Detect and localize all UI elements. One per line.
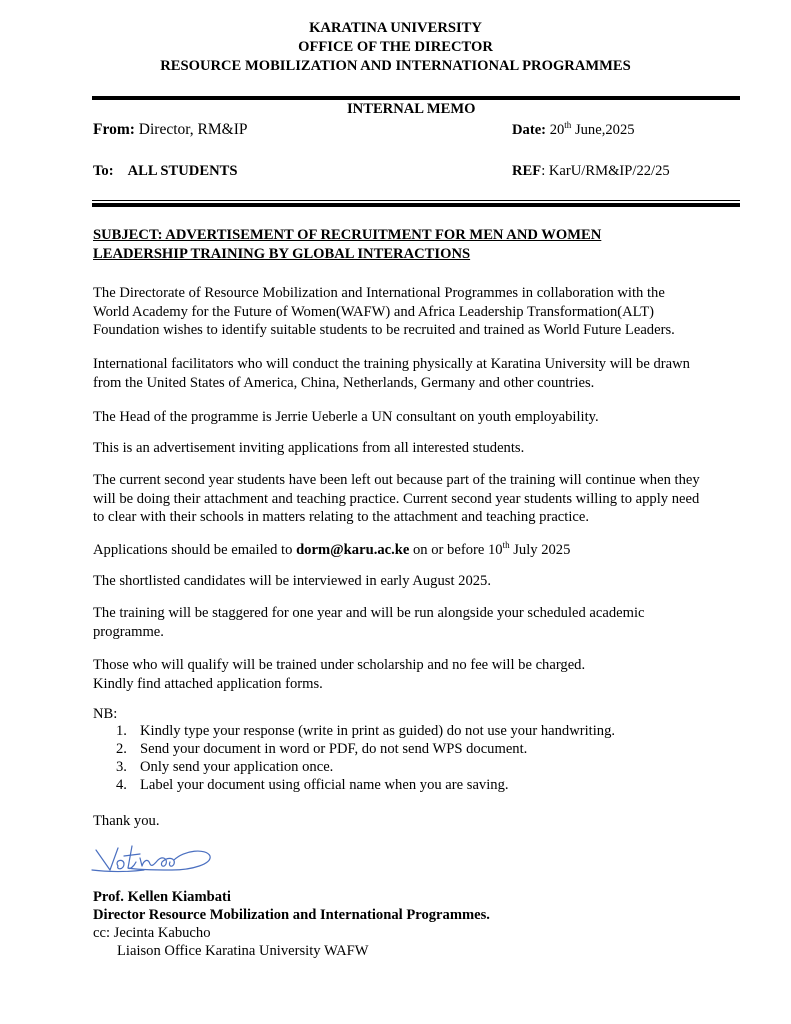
signatory-title: Director Resource Mobilization and International Programmes.: [93, 907, 490, 923]
paragraph-4: This is an advertisement inviting applications from all interested students.: [93, 440, 525, 456]
paragraph-2: [93, 355, 753, 392]
paragraph-8-line-1: The training will be staggered for one year and will be run alongside your scheduled academic: [93, 605, 645, 621]
paragraph-8-line-2: programme.: [93, 623, 164, 640]
nb-item-number: 4.: [116, 777, 127, 793]
office-name: OFFICE OF THE DIRECTOR: [298, 39, 493, 55]
paragraph-9: [93, 656, 753, 693]
paragraph-6-mid: on or before 10: [409, 542, 503, 558]
nb-item: [116, 722, 615, 740]
nb-item-text: Kindly type your response (write in print as guided) do not use your handwriting.: [140, 723, 616, 739]
nb-item-text: Only send your application once.: [140, 759, 334, 775]
paragraph-6: [93, 541, 753, 560]
cc-office: Liaison Office Karatina University WAFW: [117, 943, 369, 959]
memo-to: [93, 163, 237, 180]
nb-item: [116, 758, 333, 776]
thank-you: Thank you.: [93, 813, 160, 829]
paragraph-6-post: July 2025: [509, 542, 571, 558]
ref-value: : KarU/RM&IP/22/25: [541, 163, 670, 179]
memo-ref: [512, 163, 670, 180]
date-sup: th: [564, 120, 572, 131]
nb-label: NB:: [93, 706, 118, 722]
header-rule-bottom: [92, 203, 740, 207]
paragraph-5-line-1: The current second year students have been left out because part of the training will continue when they: [93, 472, 700, 488]
date-day: 20: [546, 122, 565, 138]
paragraph-5-line-2: will be doing their attachment and teaching practice. Current second year students willing to apply need: [93, 490, 700, 507]
signatory-name: Prof. Kellen Kiambati: [93, 889, 231, 905]
university-name: KARATINA UNIVERSITY: [309, 20, 482, 36]
nb-item: [116, 740, 527, 758]
subject-line-1: SUBJECT: ADVERTISEMENT OF RECRUITMENT FOR MEN AND WOMEN: [93, 227, 602, 243]
nb-item-number: 2.: [116, 741, 127, 757]
application-email: dorm@karu.ac.ke: [296, 542, 410, 558]
to-value: ALL STUDENTS: [127, 163, 238, 179]
nb-item-text: Send your document in word or PDF, do not send WPS document.: [140, 741, 528, 757]
paragraph-5-line-3: to clear with their schools in matters relating to the attachment and teaching practice.: [93, 509, 590, 526]
nb-item-text: Label your document using official name when you are saving.: [140, 777, 509, 793]
cc-line: cc: Jecinta Kabucho: [93, 925, 211, 941]
memo-from: [93, 121, 248, 139]
subject-line-2: LEADERSHIP TRAINING BY GLOBAL INTERACTIONS: [93, 246, 471, 262]
paragraph-2-line-1: International facilitators who will conduct the training physically at Karatina University will be drawn: [93, 356, 690, 372]
header-rule-mid: [92, 200, 740, 201]
paragraph-9-line-1: Those who will qualify will be trained under scholarship and no fee will be charged.: [93, 657, 586, 673]
ref-label: REF: [512, 163, 542, 179]
from-value: Director, RM&IP: [134, 121, 248, 138]
signature-icon: [88, 836, 218, 880]
from-label: From:: [93, 121, 135, 138]
date-rest: June,2025: [571, 122, 635, 138]
nb-item-number: 1.: [116, 723, 127, 739]
memo-title: INTERNAL MEMO: [347, 101, 476, 117]
nb-item: [116, 776, 509, 794]
department-name: RESOURCE MOBILIZATION AND INTERNATIONAL PROGRAMMES: [160, 58, 631, 74]
paragraph-6-pre: Applications should be emailed to: [93, 542, 297, 558]
to-label: To:: [93, 163, 114, 179]
header-rule-top: [92, 96, 740, 100]
paragraph-1-line-3: Foundation wishes to identify suitable students to be recruited and trained as World Future Leaders.: [93, 322, 675, 339]
nb-item-number: 3.: [116, 759, 127, 775]
memo-date: [512, 122, 635, 139]
date-label: Date:: [512, 122, 547, 138]
paragraph-1-line-1: The Directorate of Resource Mobilization and International Programmes in collaboration with the: [93, 285, 665, 301]
paragraph-8: [93, 604, 753, 641]
paragraph-9-line-2: Kindly find attached application forms.: [93, 675, 323, 692]
paragraph-7: The shortlisted candidates will be interviewed in early August 2025.: [93, 573, 491, 589]
paragraph-2-line-2: from the United States of America, China, Netherlands, Germany and other countries.: [93, 374, 595, 391]
paragraph-1: [93, 284, 753, 340]
paragraph-3: The Head of the programme is Jerrie Ueberle a UN consultant on youth employability.: [93, 409, 599, 425]
paragraph-6-sup: th: [502, 540, 510, 551]
paragraph-5: [93, 471, 753, 527]
paragraph-1-line-2: World Academy for the Future of Women(WAFW) and Africa Leadership Transformation(ALT): [93, 303, 654, 320]
